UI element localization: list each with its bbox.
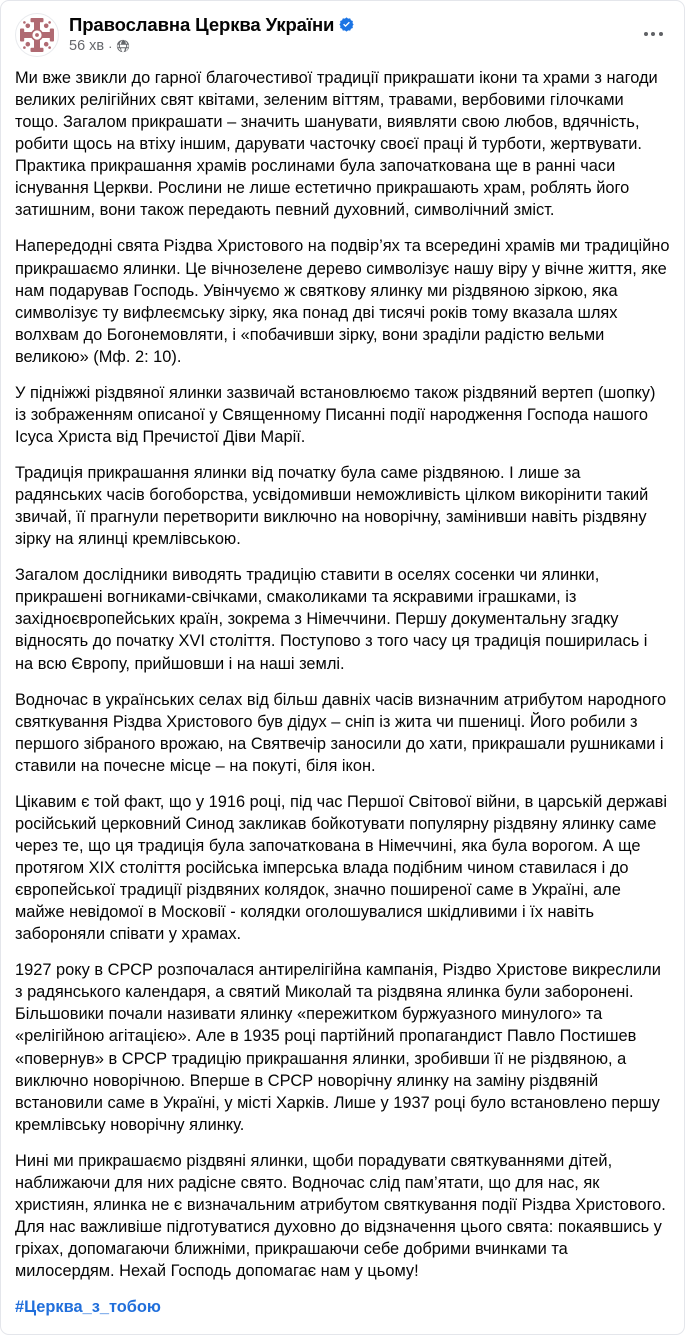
page-name[interactable]: Православна Церква України bbox=[69, 14, 335, 35]
post-paragraph: 1927 року в СРСР розпочалася антирелігійна кампанія, Різдво Христове викреслили з радянського календаря, а святий Миколай та різдвяна ялинка були заборонені. Більшовики почали називати ялинку «пережитком буржуазного минулого» та «релігійною агітацією». Але в 1935 році партійний пропагандист Павло Постишев «повернув» в СРСР традицію прикрашання ялинки, зробивши її не різдвяною, а виключно новорічною. Вперше в СРСР новорічну ялинку на заміну різдвяній встановили саме в Україні, у місті Харків. Лише у 1937 році було встановлено першу кремлівську новорічну ялинку. bbox=[15, 961, 661, 1134]
ellipsis-icon-dot-1 bbox=[644, 32, 648, 36]
ellipsis-icon-dot-2 bbox=[651, 32, 655, 36]
meta-separator: · bbox=[108, 38, 113, 54]
post-paragraph: Напередодні свята Різдва Христового на подвір’ях та всередині храмів ми традиційно прикрашаємо ялинки. Це вічнозелене дерево символізує нашу віру у вічне життя, яке нам подарував Господь. Увінчуємо ж святкову ялинку ми різдвяною зіркою, яка символізує ту вифлеємську зірку, яка понад дві тисячі років тому вказала шлях волхвам до Богонемовляти, і «побачивши зірку, вони зраділи радістю вельми великою» (Мф. 2: 10). bbox=[15, 237, 670, 366]
post-hashtag-line bbox=[15, 1296, 670, 1318]
post-author-block bbox=[69, 13, 636, 54]
post-paragraph: Загалом дослідники виводять традицію ставити в оселях сосенки чи ялинки, прикрашені вогниками-свічками, смаколиками та яскравими іграшками, із західноєвропейських країн, зокрема з Німеччини. Першу документальну згадку відносять до початку XVI століття. Поступово з того часу ця традиція поширилась і на всю Європу, прийшовши і на наші землі. bbox=[15, 566, 648, 673]
post-timestamp[interactable]: 56 хв bbox=[69, 38, 105, 55]
avatar[interactable] bbox=[15, 13, 59, 57]
post-meta-row bbox=[69, 38, 636, 54]
post-options-button[interactable] bbox=[636, 17, 670, 51]
post-body bbox=[1, 63, 684, 1334]
verified-badge-icon bbox=[339, 17, 354, 32]
post-paragraph: Цікавим є той факт, що у 1916 році, під час Першої Світової війни, в царській державі російський церковний Синод закликав бойкотувати популярну різдвяну ялинку саме через те, що ця традиція була започаткована в Німеччині, яка була ворогом. А ще протягом XIX століття російська імперська влада подібним чином ставилася і до європейської традиції різдвяних колядок, значно поширеної саме в Україні, але майже невідомої в Московії - колядки оголошувалися шкідливими і їх навіть забороняли співати у храмах. bbox=[15, 792, 667, 944]
post-paragraph: У підніжжі різдвяної ялинки зазвичай встановлюємо також різдвяний вертеп (шопку) із зображенням описаної у Священному Писанні події народження Господа нашого Ісуса Христа від Пречистої Діви Марії. bbox=[15, 383, 656, 446]
orthodox-cross-icon bbox=[17, 15, 57, 55]
author-name-row bbox=[69, 14, 636, 35]
post-paragraph: Ми вже звикли до гарної благочестивої традиції прикрашати ікони та храми з нагоди великих релігійних свят квітами, зеленим віттям, травами, вербовими гілочками тощо. Загалом прикрашати – значить шанувати, виявляти свою любов, вдячність, робити щось на втіху іншим, дарувати часточку своєї праці й турботи, жертвувати. Практика прикрашання храмів рослинами була започаткована ще в ранні часи існування Церкви. Рослини не лише естетично прикрашають храм, роблять його затишним, вони також передають певний духовний, символічний зміст. bbox=[15, 69, 658, 220]
globe-icon[interactable] bbox=[116, 39, 130, 53]
hashtag-link[interactable]: #Церква_з_тобою bbox=[15, 1298, 161, 1317]
post-paragraph: Водночас в українських селах від більш давніх часів визначним атрибутом народного святкування Різдва Христового був дідух – сніп із жита чи пшениці. Його робили з першого зібраного врожаю, на Святвечір заносили до хати, прикрашали рушниками і ставили на почесне місце – на покуті, біля ікон. bbox=[15, 690, 667, 775]
post-paragraph: Традиція прикрашання ялинки від початку була саме різдвяною. І лише за радянських часів богоборства, усвідомивши неможливість цілком викорінити такий звичай, її прагнули перетворити виключно на новорічну, замінивши навіть різдвяну зірку на ялинці кремлівською. bbox=[15, 464, 649, 549]
post-paragraph: Нині ми прикрашаємо різдвяні ялинки, щоби порадувати святкуваннями дітей, наближаючи для них радісне свято. Водночас слід пам’ятати, що для нас, як християн, ялинка не є визначальним атрибутом святкування події Різдва Христового. Для нас важливіше підготуватися духовно до відзначення цього свята: покаявшись у гріхах, допомагаючи ближніми, прикрашаючи себе добрими вчинками та милосердям. Нехай Господь допомагає нам у цьому! bbox=[15, 1151, 666, 1281]
post-header bbox=[1, 1, 684, 63]
ellipsis-icon-dot-3 bbox=[659, 32, 663, 36]
